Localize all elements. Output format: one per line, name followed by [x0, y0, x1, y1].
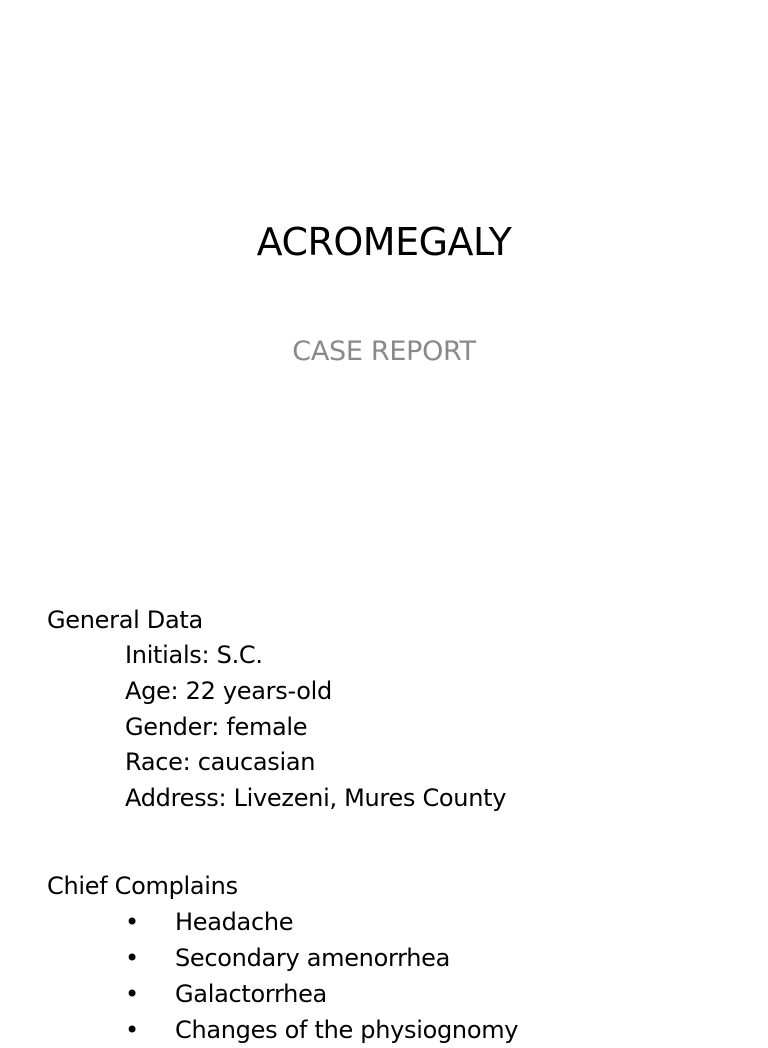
complaint-headache: Headache — [175, 908, 294, 936]
complaint-amenorrhea: Secondary amenorrhea — [175, 944, 451, 972]
bullet-icon: • — [125, 944, 139, 972]
bullet-icon: • — [125, 908, 139, 936]
general-data-heading: General Data — [47, 606, 203, 634]
list-item — [125, 1012, 518, 1048]
list-item — [125, 940, 518, 976]
slide-title: ACROMEGALY — [256, 220, 512, 264]
complaint-galactorrhea: Galactorrhea — [175, 980, 327, 1008]
slide-subtitle: CASE REPORT — [292, 336, 476, 367]
list-item — [125, 976, 518, 1012]
chief-complains-section — [47, 868, 518, 1048]
bullet-icon: • — [125, 980, 139, 1008]
age-item: Age: 22 years-old — [125, 676, 332, 705]
bullet-icon: • — [125, 1016, 139, 1044]
initials-item: Initials: S.C. — [125, 641, 263, 669]
general-data-list — [47, 638, 506, 817]
list-item — [125, 904, 518, 940]
address-item: Address: Livezeni, Mures County — [125, 784, 507, 813]
gender-item: Gender: female — [125, 712, 308, 741]
chief-complains-heading: Chief Complains — [47, 872, 238, 900]
chief-complains-list — [47, 904, 518, 1048]
general-data-section — [47, 602, 506, 817]
complaint-physiognomy: Changes of the physiognomy — [175, 1016, 519, 1044]
race-item: Race: caucasian — [125, 748, 316, 777]
